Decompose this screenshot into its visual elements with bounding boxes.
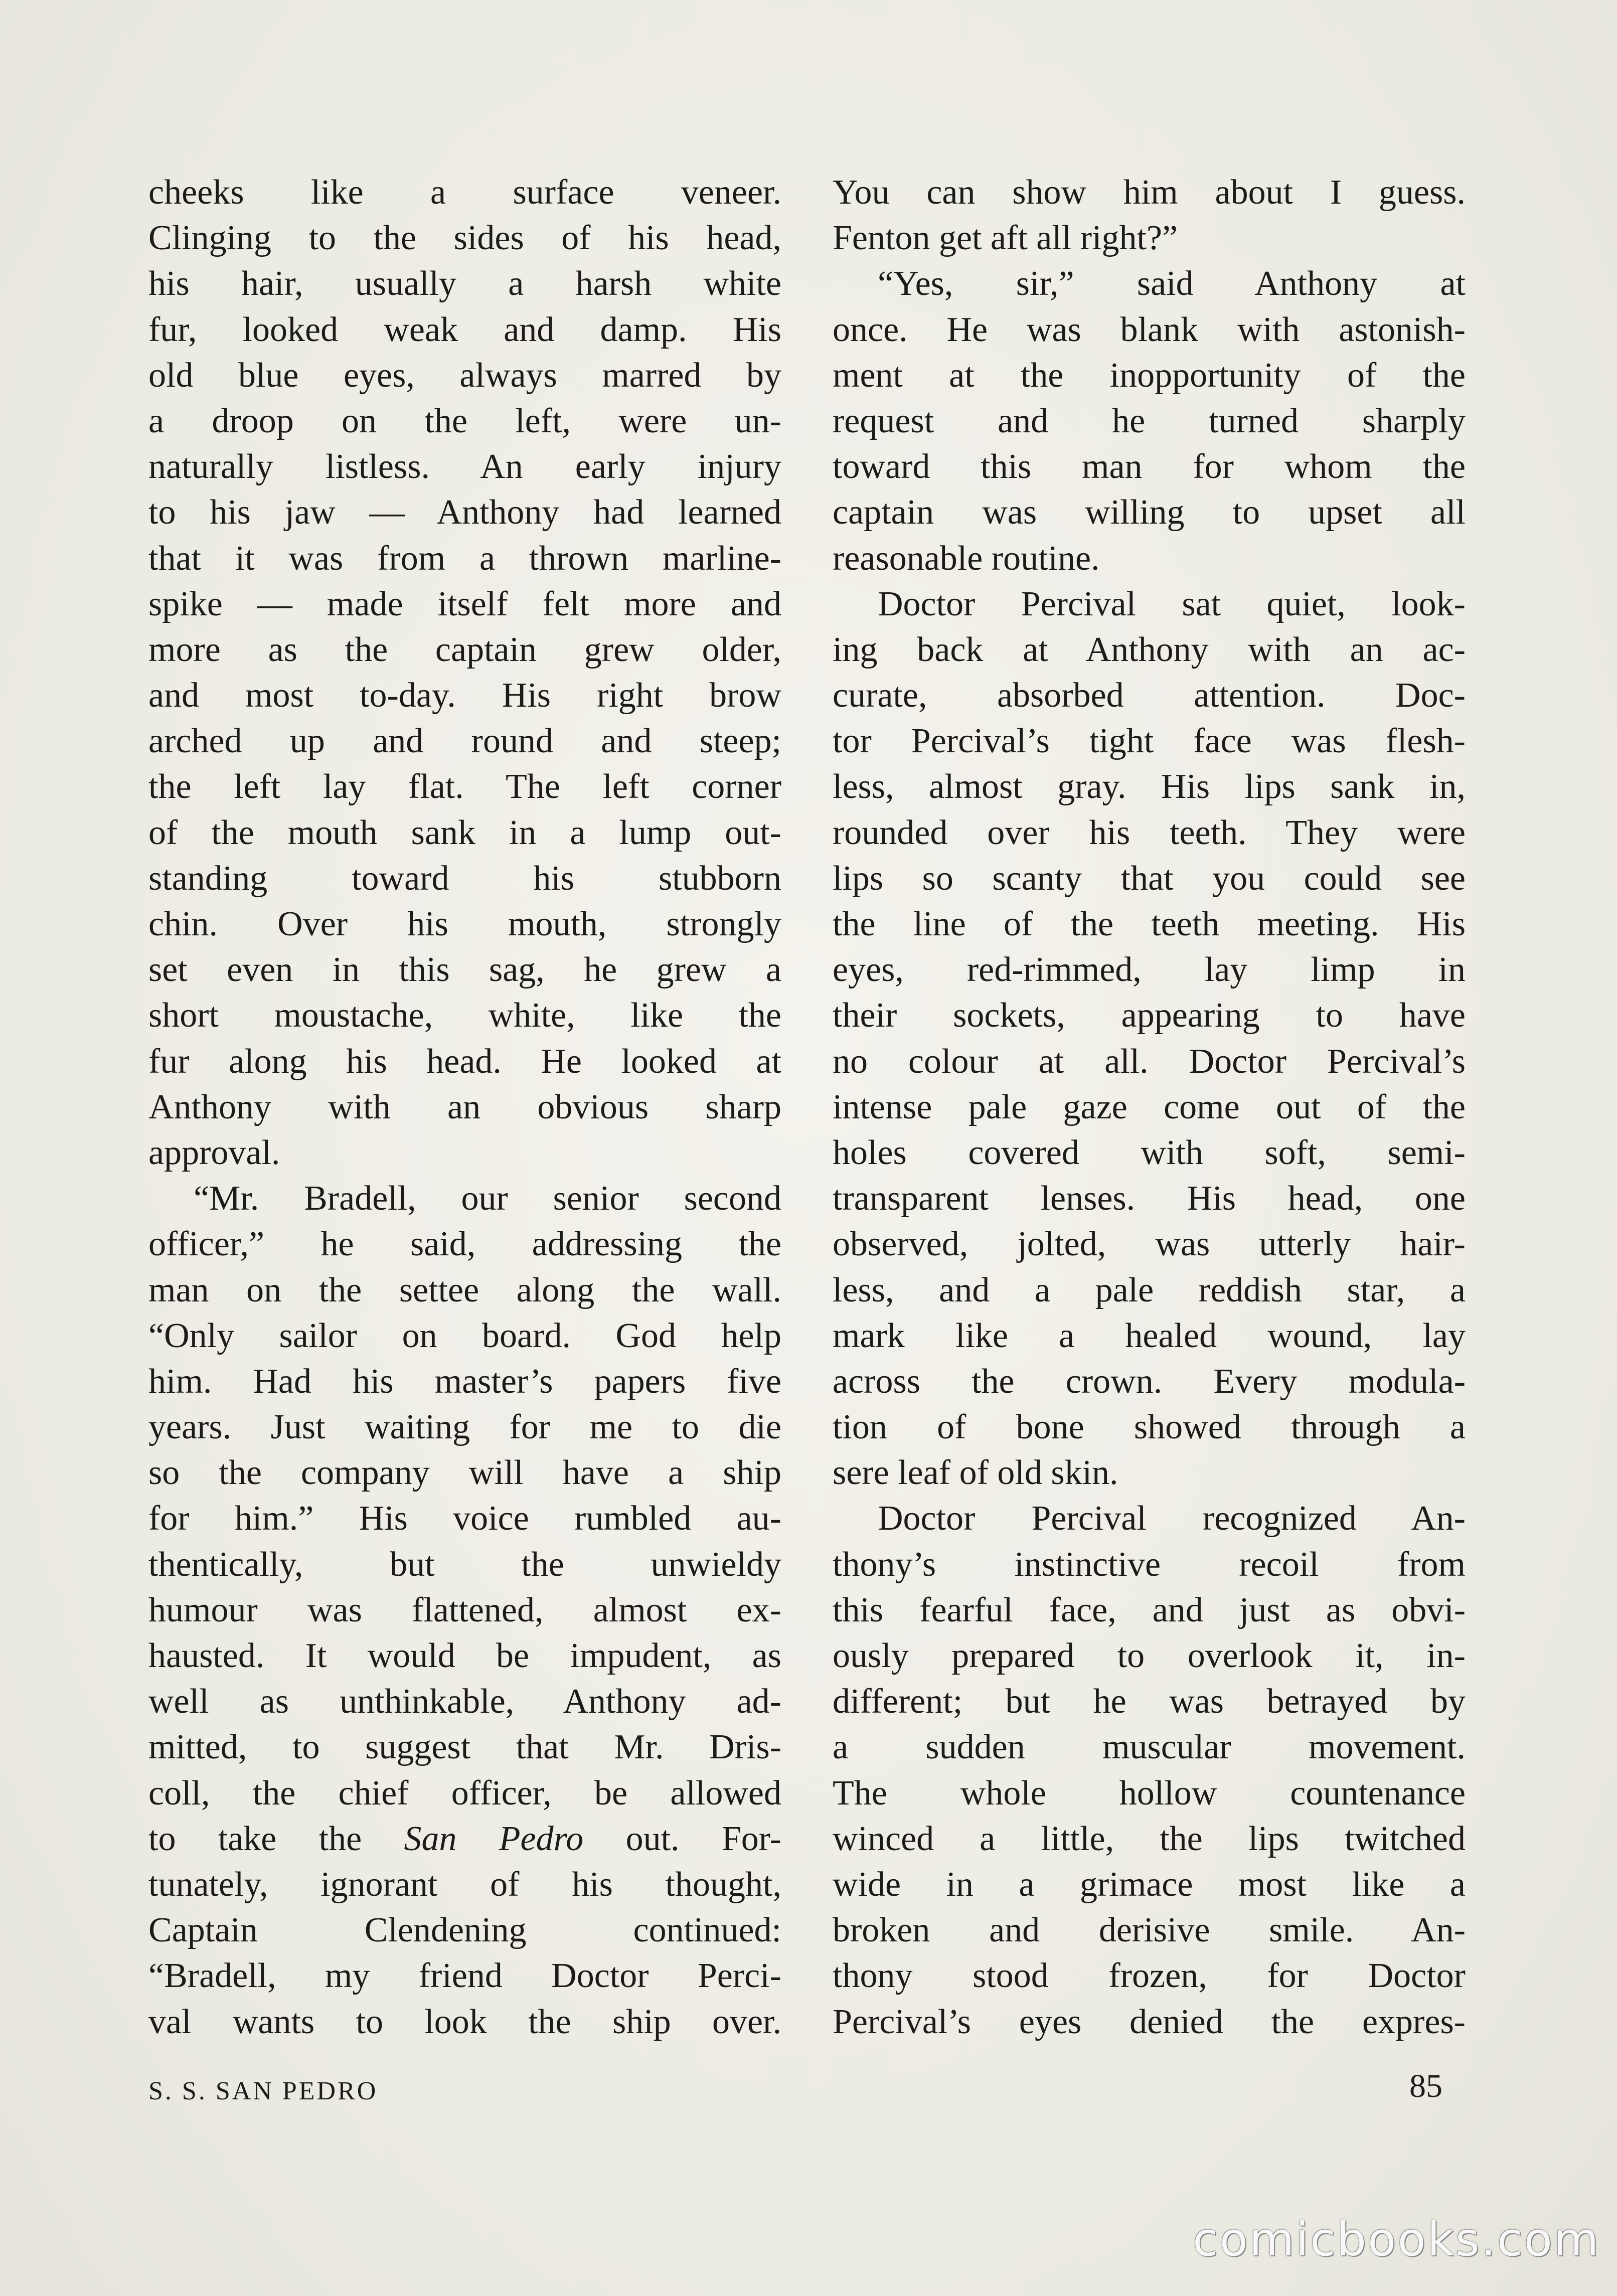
- text-line: well as unthinkable, Anthony ad-: [148, 1682, 781, 1721]
- text-line: observed, jolted, was utterly hair-: [833, 1225, 1466, 1264]
- text-line: old blue eyes, always marred by: [148, 356, 781, 395]
- text-line: thentically, but the unwieldy: [148, 1545, 781, 1584]
- text-line: and most to-day. His right brow: [148, 676, 781, 715]
- text-line: captain was willing to upset all: [833, 493, 1466, 532]
- text-line: approval.: [148, 1133, 280, 1172]
- text-line: naturally listless. An early injury: [148, 447, 781, 486]
- text-line: holes covered with soft, semi-: [833, 1133, 1466, 1172]
- text-line: less, almost gray. His lips sank in,: [833, 767, 1466, 806]
- watermark: comicbooks.com: [1193, 2213, 1600, 2266]
- text-line: officer,” he said, addressing the: [148, 1225, 781, 1264]
- text-line: fur along his head. He looked at: [148, 1042, 781, 1081]
- text-line: “Mr. Bradell, our senior second: [194, 1179, 781, 1218]
- text-line: Captain Clendening continued:: [148, 1911, 781, 1950]
- text-line: tion of bone showed through a: [833, 1408, 1466, 1447]
- text-line: this fearful face, and just as obvi-: [833, 1590, 1466, 1629]
- text-line: the line of the teeth meeting. His: [833, 905, 1466, 943]
- text-line: spike — made itself felt more and: [148, 584, 781, 623]
- text-line: man on the settee along the wall.: [148, 1270, 781, 1309]
- text-line: ment at the inopportunity of the: [833, 356, 1466, 395]
- text-line: a sudden muscular movement.: [833, 1728, 1466, 1767]
- text-line: fur, looked weak and damp. His: [148, 310, 781, 349]
- left-text-column: [148, 170, 781, 2045]
- text-line: request and he turned sharply: [833, 401, 1466, 440]
- text-line: that it was from a thrown marline-: [148, 539, 781, 578]
- text-line: across the crown. Every modula-: [833, 1362, 1466, 1401]
- text-line: of the mouth sank in a lump out-: [148, 813, 781, 852]
- text-line: Percival’s eyes denied the expres-: [833, 2002, 1466, 2041]
- text-line: to take the San Pedro out. For-: [148, 1819, 781, 1858]
- text-line: The whole hollow countenance: [833, 1773, 1466, 1813]
- text-line: eyes, red-rimmed, lay limp in: [833, 950, 1466, 990]
- text-line: coll, the chief officer, be allowed: [148, 1773, 781, 1813]
- text-line: wide in a grimace most like a: [833, 1865, 1466, 1904]
- text-line: You can show him about I guess.: [833, 173, 1466, 212]
- text-line: transparent lenses. His head, one: [833, 1179, 1466, 1218]
- text-line: ing back at Anthony with an ac-: [833, 630, 1466, 669]
- text-line: lips so scanty that you could see: [833, 859, 1466, 898]
- text-line: arched up and round and steep;: [148, 722, 781, 761]
- text-line: their sockets, appearing to have: [833, 996, 1466, 1035]
- text-line: winced a little, the lips twitched: [833, 1819, 1466, 1858]
- text-line: him. Had his master’s papers five: [148, 1362, 781, 1401]
- text-line: no colour at all. Doctor Percival’s: [833, 1042, 1466, 1081]
- text-line: humour was flattened, almost ex-: [148, 1590, 781, 1629]
- text-line: chin. Over his mouth, strongly: [148, 905, 781, 943]
- text-line: his hair, usually a harsh white: [148, 264, 781, 303]
- text-line: Doctor Percival recognized An-: [878, 1499, 1466, 1538]
- text-line: thony’s instinctive recoil from: [833, 1545, 1466, 1584]
- text-line: mark like a healed wound, lay: [833, 1316, 1466, 1355]
- text-line: a droop on the left, were un-: [148, 401, 781, 440]
- text-line: intense pale gaze come out of the: [833, 1087, 1466, 1126]
- text-line: Fenton get aft all right?”: [833, 219, 1178, 258]
- text-line: broken and derisive smile. An-: [833, 1911, 1466, 1950]
- text-line: toward this man for whom the: [833, 447, 1466, 486]
- text-line: reasonable routine.: [833, 539, 1100, 578]
- text-line: tor Percival’s tight face was flesh-: [833, 722, 1466, 761]
- text-line: standing toward his stubborn: [148, 859, 781, 898]
- text-line: so the company will have a ship: [148, 1453, 781, 1493]
- text-line: less, and a pale reddish star, a: [833, 1270, 1466, 1309]
- text-line: tunately, ignorant of his thought,: [148, 1865, 781, 1904]
- text-line: set even in this sag, he grew a: [148, 950, 781, 990]
- text-line: “Only sailor on board. God help: [148, 1316, 781, 1355]
- right-text-column: [833, 170, 1466, 2045]
- text-line: ously prepared to overlook it, in-: [833, 1636, 1466, 1675]
- text-line: mitted, to suggest that Mr. Dris-: [148, 1728, 781, 1767]
- text-line: hausted. It would be impudent, as: [148, 1636, 781, 1675]
- text-line: once. He was blank with astonish-: [833, 310, 1466, 349]
- text-line: to his jaw — Anthony had learned: [148, 493, 781, 532]
- text-line: Anthony with an obvious sharp: [148, 1087, 781, 1126]
- text-line: Clinging to the sides of his head,: [148, 219, 781, 258]
- running-title: S. S. SAN PEDRO: [148, 2077, 378, 2105]
- text-line: cheeks like a surface veneer.: [148, 173, 781, 212]
- text-line: different; but he was betrayed by: [833, 1682, 1466, 1721]
- text-line: more as the captain grew older,: [148, 630, 781, 669]
- text-line: years. Just waiting for me to die: [148, 1408, 781, 1447]
- text-line: the left lay flat. The left corner: [148, 767, 781, 806]
- page-number: 85: [1409, 2068, 1442, 2104]
- text-line: Doctor Percival sat quiet, look-: [878, 584, 1466, 623]
- text-line: “Bradell, my friend Doctor Perci-: [148, 1956, 781, 1996]
- text-line: short moustache, white, like the: [148, 996, 781, 1035]
- text-line: thony stood frozen, for Doctor: [833, 1956, 1466, 1996]
- text-line: curate, absorbed attention. Doc-: [833, 676, 1466, 715]
- text-line: for him.” His voice rumbled au-: [148, 1499, 781, 1538]
- text-line: rounded over his teeth. They were: [833, 813, 1466, 852]
- text-line: “Yes, sir,” said Anthony at: [878, 264, 1466, 303]
- text-line: sere leaf of old skin.: [833, 1453, 1118, 1493]
- text-line: val wants to look the ship over.: [148, 2002, 781, 2041]
